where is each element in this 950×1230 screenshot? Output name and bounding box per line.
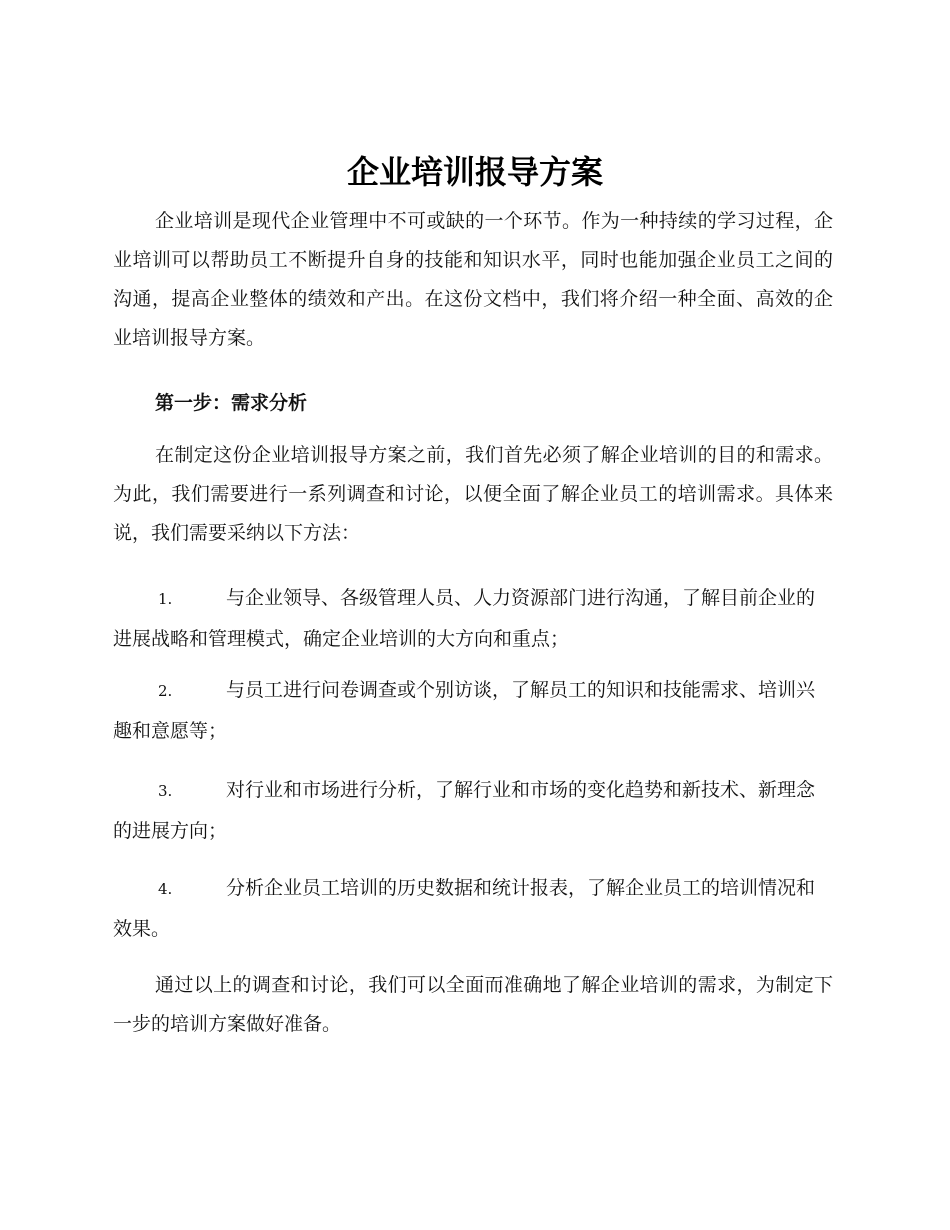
list-item-text: 与员工进行问卷调查或个别访谈，了解员工的知识和技能需求、培训兴趣和意愿等； — [113, 679, 816, 742]
section-paragraph: 在制定这份企业培训报导方案之前，我们首先必须了解企业培训的目的和需求。为此，我们需要进行一系列调查和讨论，以便全面了解企业员工的培训需求。具体来说，我们需要采纳以下方法： — [113, 444, 833, 544]
list-item-number: 2. — [158, 682, 173, 700]
intro-paragraph: 企业培训是现代企业管理中不可或缺的一个环节。作为一种持续的学习过程，企业培训可以帮助员工不断提升自身的技能和知识水平，同时也能加强企业员工之间的沟通，提高企业整体的绩效和产出。在这份文档中，我们将介绍一种全面、高效的企业培训报导方案。 — [113, 210, 833, 349]
document-title: 企业培训报导方案 — [346, 153, 603, 191]
list-item — [113, 868, 833, 949]
list-item-text: 与企业领导、各级管理人员、人力资源部门进行沟通，了解目前企业的进展战略和管理模式，确定企业培训的大方向和重点； — [113, 587, 816, 650]
conclusion-paragraph: 通过以上的调查和讨论，我们可以全面而准确地了解企业培训的需求，为制定下一步的培训方案做好准备。 — [113, 974, 833, 1035]
list-item-text: 分析企业员工培训的历史数据和统计报表，了解企业员工的培训情况和效果。 — [113, 877, 816, 940]
list-item — [113, 770, 833, 851]
list-item-number: 1. — [158, 590, 173, 608]
section-heading: 第一步：需求分析 — [155, 392, 308, 414]
list-item-number: 4. — [158, 880, 173, 898]
list-item-text: 对行业和市场进行分析，了解行业和市场的变化趋势和新技术、新理念的进展方向； — [113, 779, 816, 842]
list-item-number: 3. — [158, 782, 173, 800]
list-item — [113, 578, 833, 659]
list-item — [113, 670, 833, 751]
